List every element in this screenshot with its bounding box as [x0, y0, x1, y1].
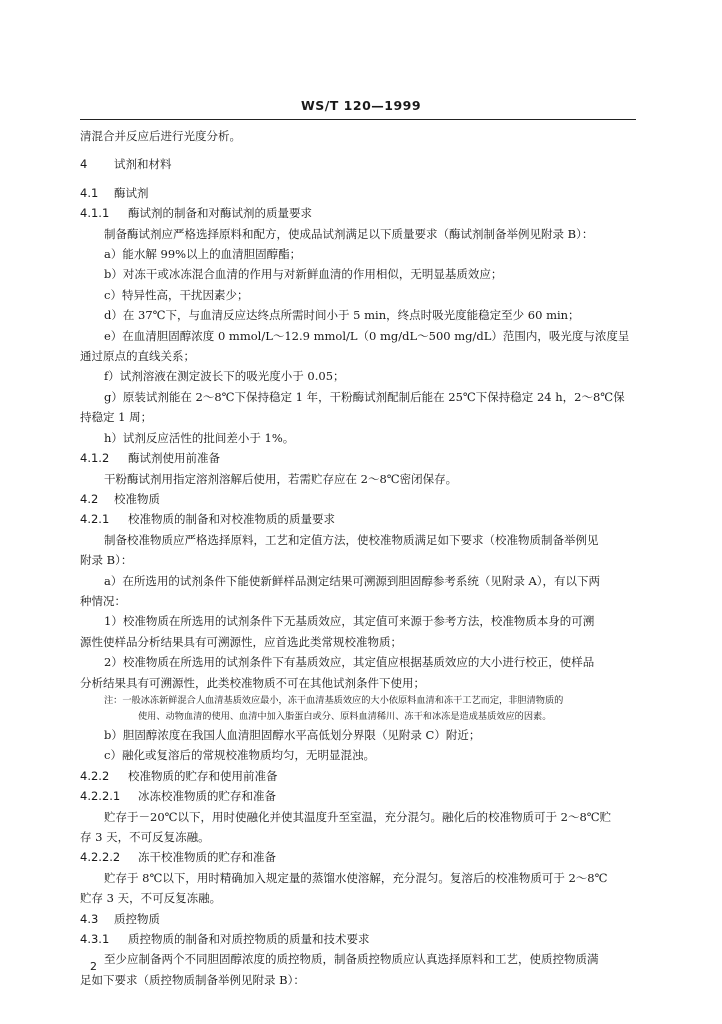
paragraph-line: b）胆固醇浓度在我国人血清胆固醇水平高低划分界限（见附录 C）附近；: [104, 727, 481, 742]
paragraph-line: 足如下要求（质控物质制备举例见附录 B）：: [80, 972, 305, 987]
section-title: 酶试剂: [114, 185, 149, 200]
section-heading: [80, 203, 636, 223]
section-number: 4.2.2: [80, 768, 110, 783]
section-title: 校准物质的贮存和使用前准备: [128, 768, 278, 783]
section-heading: [80, 183, 636, 203]
section-number: 4.3: [80, 911, 99, 926]
paragraph-line: g）原装试剂能在 2～8℃下保持稳定 1 年，干粉酶试剂配制后能在 25℃下保持稳定 24 h，2～8℃保: [104, 389, 625, 404]
paragraph-line: 持稳定 1 周；: [80, 410, 153, 425]
section-number: 4.1.2: [80, 451, 110, 466]
section-number: 4.3.1: [80, 932, 110, 947]
section-number: 4.2.1: [80, 512, 110, 527]
paragraph-line: 制备校准物质应严格选择原料，工艺和定值方法，使校准物质满足如下要求（校准物质制备举例见: [104, 532, 599, 547]
paragraph-line: 分析结果具有可溯源性，此类校准物质不可在其他试剂条件下使用；: [80, 675, 425, 690]
section-number: 4.2.2.1: [80, 789, 121, 804]
section-heading: [80, 448, 636, 468]
section-title: 酶试剂使用前准备: [128, 451, 220, 466]
paragraph-line: 干粉酶试剂用指定溶剂溶解后使用，若需贮存应在 2～8℃密闭保存。: [104, 471, 458, 486]
paragraph-line: 贮存于－20℃以下，用时使融化并使其温度升至室温，充分混匀。融化后的校准物质可于 2～8℃贮: [104, 809, 612, 824]
paragraph-line: 种情况：: [80, 593, 126, 608]
header-rule: [80, 119, 636, 120]
section-heading: [80, 786, 636, 806]
page-number: 2: [90, 960, 97, 973]
paragraph-line: 附录 B）：: [80, 553, 133, 568]
spacer: [80, 146, 636, 154]
paragraph-line: 存 3 天，不可反复冻融。: [80, 830, 210, 844]
section-heading: [80, 929, 636, 949]
paragraph-line: 至少应制备两个不同胆固醇浓度的质控物质，制备质控物质应认真选择原料和工艺，使质控物质满: [104, 952, 599, 967]
section-title: 质控物质: [114, 911, 160, 926]
paragraph-line: f）试剂溶液在测定波长下的吸光度小于 0.05；: [104, 369, 345, 384]
section-title: 酶试剂的制备和对酶试剂的质量要求: [128, 206, 312, 221]
section-number: 4.1.1: [80, 206, 110, 221]
paragraph-line: a）在所选用的试剂条件下能使新鲜样品测定结果可溯源到胆固醇参考系统（见附录 A），有以下两: [104, 573, 601, 588]
section-title: 校准物质: [114, 491, 160, 506]
section-heading: [80, 766, 636, 786]
paragraph-line: a）能水解 99%以上的血清胆固醇酯；: [104, 247, 302, 262]
paragraph-line: d）在 37℃下，与血清反应达终点所需时间小于 5 min，终点时吸光度能稳定至少 60 min；: [104, 308, 580, 323]
paragraph-line: 制备酶试剂应严格选择原料和配方，使成品试剂满足以下质量要求（酶试剂制备举例见附录 B）：: [104, 226, 594, 241]
paragraph-line: 清混合并反应后进行光度分析。: [80, 129, 241, 143]
section-title: 冻干校准物质的贮存和准备: [138, 850, 276, 865]
spacer: [80, 175, 636, 183]
document-body: [80, 126, 636, 990]
paragraph-line: 贮存于 8℃以下，用时精确加入规定量的蒸馏水使溶解，充分混匀。复溶后的校准物质可于 2～8℃: [104, 870, 608, 885]
section-title: 质控物质的制备和对质控物质的质量和技术要求: [128, 932, 370, 947]
note-line: 使用、动物血清的使用、血清中加入脂蛋白或分、原料血清稀川、冻干和冰冻是造成基质效应的因素。: [138, 710, 552, 722]
paragraph-line: c）融化或复溶后的常规校准物质均匀，无明显混浊。: [104, 748, 375, 763]
section-heading: [80, 847, 636, 867]
paragraph-line: 2）校准物质在所选用的试剂条件下有基质效应，其定值应根据基质效应的大小进行校正，使样品: [104, 655, 595, 670]
paragraph-line: b）对冻干或冰冻混合血清的作用与对新鲜血清的作用相似，无明显基质效应；: [104, 267, 503, 282]
paragraph-line: 1）校准物质在所选用的试剂条件下无基质效应，其定值可来源于参考方法，校准物质本身的可溯: [104, 614, 595, 629]
section-number: 4.2.2.2: [80, 850, 121, 865]
standard-number-header: WS/T 120—1999: [300, 98, 422, 113]
section-number: 4.2: [80, 491, 99, 506]
paragraph-line: 通过原点的直线关系；: [80, 349, 195, 364]
section-title: 冰冻校准物质的贮存和准备: [138, 789, 276, 804]
section-title: 试剂和材料: [114, 157, 172, 172]
note-line: 注：一般冰冻新鲜混合人血清基质效应最小，冻干血清基质效应的大小依原料血清和冻干工艺而定，非胆清物质的: [104, 694, 564, 706]
paragraph-line: 源性使样品分析结果具有可溯源性，应首选此类常规校准物质；: [80, 634, 402, 649]
paragraph-line: h）试剂反应活性的批间差小于 1%。: [104, 430, 295, 445]
section-heading: [80, 909, 636, 929]
section-heading: [80, 154, 636, 174]
section-title: 校准物质的制备和对校准物质的质量要求: [128, 512, 335, 527]
paragraph-line: e）在血清胆固醇浓度 0 mmol/L～12.9 mmol/L（0 mg/dL～500 mg/dL）范围内，吸光度与浓度呈: [104, 328, 630, 343]
section-number: 4.1: [80, 185, 99, 200]
section-heading: [80, 489, 636, 509]
section-number: 4: [80, 157, 88, 172]
section-heading: [80, 509, 636, 529]
paragraph-line: 贮存 3 天，不可反复冻融。: [80, 891, 222, 906]
paragraph-line: c）特异性高，干扰因素少；: [104, 287, 249, 302]
